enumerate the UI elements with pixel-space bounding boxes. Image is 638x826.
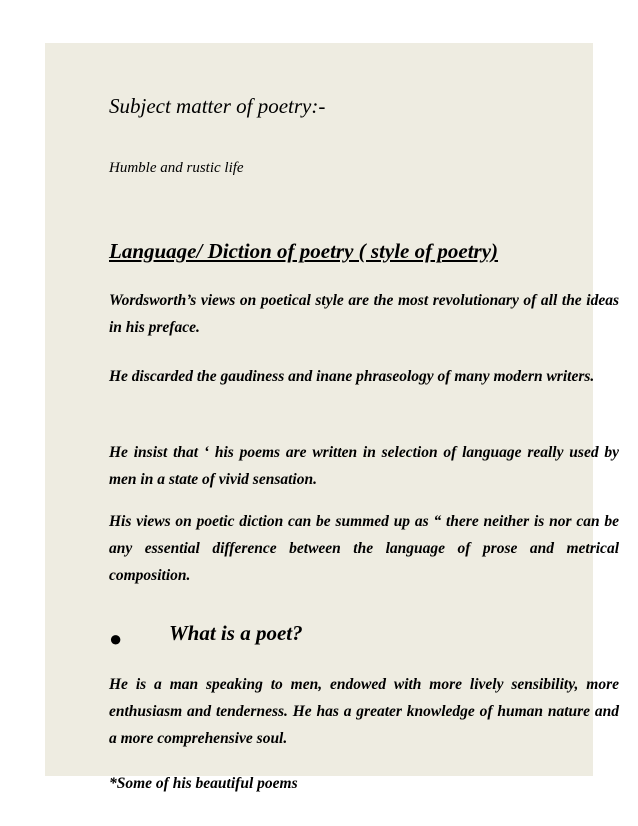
paragraph-gaudiness: He discarded the gaudiness and inane phraseology of many modern writers. [109,368,595,385]
document-page [45,43,619,792]
poet-heading: What is a poet? [169,621,303,645]
subject-heading: Subject matter of poetry:- [109,94,326,118]
subject-body-text: Humble and rustic life [109,160,244,176]
paragraph-language-selection: He insist that ‘ his poems are written in selection of language really used by men in a state of vivid sensation. [109,444,619,488]
poems-note: *Some of his beautiful poems [109,775,298,792]
language-heading: Language/ Diction of poetry ( style of poetry) [109,239,499,263]
paragraph-poetic-diction: His views on poetic diction can be summed up as “ there neither is nor can be any essential difference between the language of prose and metrical composition. [109,513,619,584]
paragraph-revolutionary-views: Wordsworth’s views on poetical style are the most revolutionary of all the ideas in his preface. [109,292,619,336]
paragraph-poet-definition: He is a man speaking to men, endowed with more lively sensibility, more enthusiasm and tenderness. He has a greater knowledge of human nature and a more comprehensive soul. [109,676,619,747]
bullet-icon: ● [109,626,123,651]
